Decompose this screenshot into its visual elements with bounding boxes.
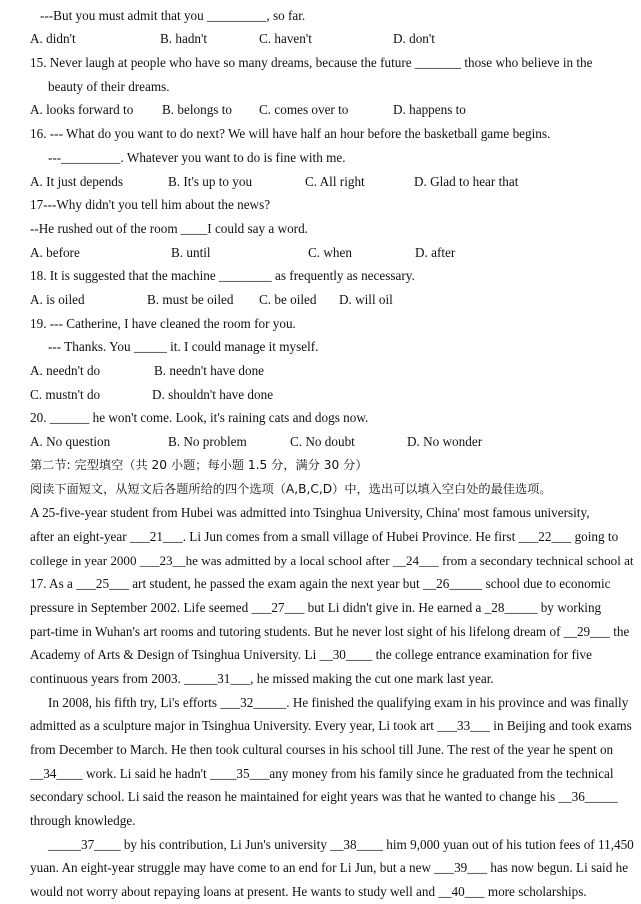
question-15-option-d[interactable]: D. happens to bbox=[393, 102, 466, 117]
question-19-option-d[interactable]: D. shouldn't have done bbox=[152, 387, 274, 402]
question-17-stem-line-1: 17---Why didn't you tell him about the news? bbox=[30, 197, 271, 212]
question-17-stem-line-2: --He rushed out of the room ____I could say a word. bbox=[30, 221, 308, 236]
passage-line-11: from December to March. He then took cultural courses in his school till June. The rest of the year he spent on bbox=[30, 742, 614, 757]
passage-line-14: through knowledge. bbox=[30, 813, 136, 828]
passage-line-16: yuan. An eight-year struggle may have come to an end for Li Jun, but a new ___39___ has now begun. Li said he bbox=[30, 860, 629, 875]
passage-line-4: 17. As a ___25___ art student, he passed the exam again the next year but __26_____ school due to economic bbox=[30, 576, 611, 591]
passage-line-15: _____37____ by his contribution, Li Jun's university __38____ him 9,000 yuan out of his tution fees of 11,450 bbox=[48, 837, 634, 852]
question-17-option-c[interactable]: C. when bbox=[308, 245, 352, 260]
question-20-option-c[interactable]: C. No doubt bbox=[290, 434, 355, 449]
question-15-stem-line-1: 15. Never laugh at people who have so many dreams, because the future _______ those who believe in the bbox=[30, 55, 593, 70]
passage-line-1: A 25-five-year student from Hubei was admitted into Tsinghua University, China' most famous university, bbox=[30, 505, 590, 520]
passage-line-7: Academy of Arts & Design of Tsinghua University. Li __30____ the college entrance examination for five bbox=[30, 647, 592, 662]
question-15-option-b[interactable]: B. belongs to bbox=[162, 102, 232, 117]
question-14-stem: ---But you must admit that you _________, so far. bbox=[40, 8, 306, 23]
question-18-option-d[interactable]: D. will oil bbox=[339, 292, 393, 307]
passage-line-17: would not worry about repaying loans at present. He wants to study well and __40___ more scholarships. bbox=[30, 884, 587, 899]
question-16-stem-line-2: ---_________. Whatever you want to do is fine with me. bbox=[48, 150, 346, 165]
question-18-option-a[interactable]: A. is oiled bbox=[30, 292, 85, 307]
question-16-option-a[interactable]: A. It just depends bbox=[30, 174, 124, 189]
question-14-option-d[interactable]: D. don't bbox=[393, 31, 435, 46]
question-19-option-c[interactable]: C. mustn't do bbox=[30, 387, 101, 402]
question-16-option-c[interactable]: C. All right bbox=[305, 174, 365, 189]
question-16-option-d[interactable]: D. Glad to hear that bbox=[414, 174, 519, 189]
passage-line-3: college in year 2000 ___23__he was admitted by a local school after __24___ from a secondary technical school at bbox=[30, 553, 634, 568]
question-14-option-a[interactable]: A. didn't bbox=[30, 31, 76, 46]
passage-line-2: after an eight-year ___21___. Li Jun comes from a small village of Hubei Province. He first ___22___ going to bbox=[30, 529, 619, 544]
question-14-option-b[interactable]: B. hadn't bbox=[160, 31, 208, 46]
question-15-option-c[interactable]: C. comes over to bbox=[259, 102, 349, 117]
passage-line-6: part-time in Wuhan's art rooms and tutoring students. But he never lost sight of his lifelong dream of __29___ the bbox=[30, 624, 630, 639]
section-instruction: 阅读下面短文，从短文后各题所给的四个选项（A,B,C,D）中，选出可以填入空白处的最佳选项。 bbox=[30, 482, 552, 496]
question-17-option-d[interactable]: D. after bbox=[415, 245, 456, 260]
question-17-option-b[interactable]: B. until bbox=[171, 245, 211, 260]
question-19-stem-line-1: 19. --- Catherine, I have cleaned the room for you. bbox=[30, 316, 296, 331]
question-19-stem-line-2: --- Thanks. You _____ it. I could manage it myself. bbox=[48, 339, 319, 354]
question-20-option-d[interactable]: D. No wonder bbox=[407, 434, 483, 449]
section-heading: 第二节: 完型填空（共 20 小题；每小题 1.5 分，满分 30 分） bbox=[30, 458, 368, 472]
passage-line-13: secondary school. Li said the reason he maintained for eight years was that he wanted to change his __36_____ bbox=[30, 789, 618, 804]
question-15-option-a[interactable]: A. looks forward to bbox=[30, 102, 134, 117]
question-20-option-a[interactable]: A. No question bbox=[30, 434, 111, 449]
question-15-stem-line-2: beauty of their dreams. bbox=[48, 79, 170, 94]
question-16-stem-line-1: 16. --- What do you want to do next? We will have half an hour before the basketball game begins. bbox=[30, 126, 551, 141]
question-18-option-c[interactable]: C. be oiled bbox=[259, 292, 317, 307]
question-18-option-b[interactable]: B. must be oiled bbox=[147, 292, 234, 307]
passage-line-9: In 2008, his fifth try, Li's efforts ___32_____. He finished the qualifying exam in his province and was finally bbox=[48, 695, 629, 710]
question-20-option-b[interactable]: B. No problem bbox=[168, 434, 247, 449]
question-14-option-c[interactable]: C. haven't bbox=[259, 31, 312, 46]
passage-line-12: __34____ work. Li said he hadn't ____35___any money from his family since he graduated from the technical bbox=[30, 766, 614, 781]
passage-line-5: pressure in September 2002. Life seemed ___27___ but Li didn't give in. He earned a _28_____ by working bbox=[30, 600, 602, 615]
question-19-option-a[interactable]: A. needn't do bbox=[30, 363, 101, 378]
question-16-option-b[interactable]: B. It's up to you bbox=[168, 174, 253, 189]
question-18-stem: 18. It is suggested that the machine ________ as frequently as necessary. bbox=[30, 268, 415, 283]
passage-line-10: admitted as a sculpture major in Tsinghua University. Every year, Li took art ___33___ in Beijing and took exams bbox=[30, 718, 632, 733]
passage-line-8: continuous years from 2003. _____31___, he missed making the cut one mark last year. bbox=[30, 671, 494, 686]
question-19-option-b[interactable]: B. needn't have done bbox=[154, 363, 265, 378]
question-17-option-a[interactable]: A. before bbox=[30, 245, 80, 260]
question-20-stem: 20. ______ he won't come. Look, it's raining cats and dogs now. bbox=[30, 410, 369, 425]
